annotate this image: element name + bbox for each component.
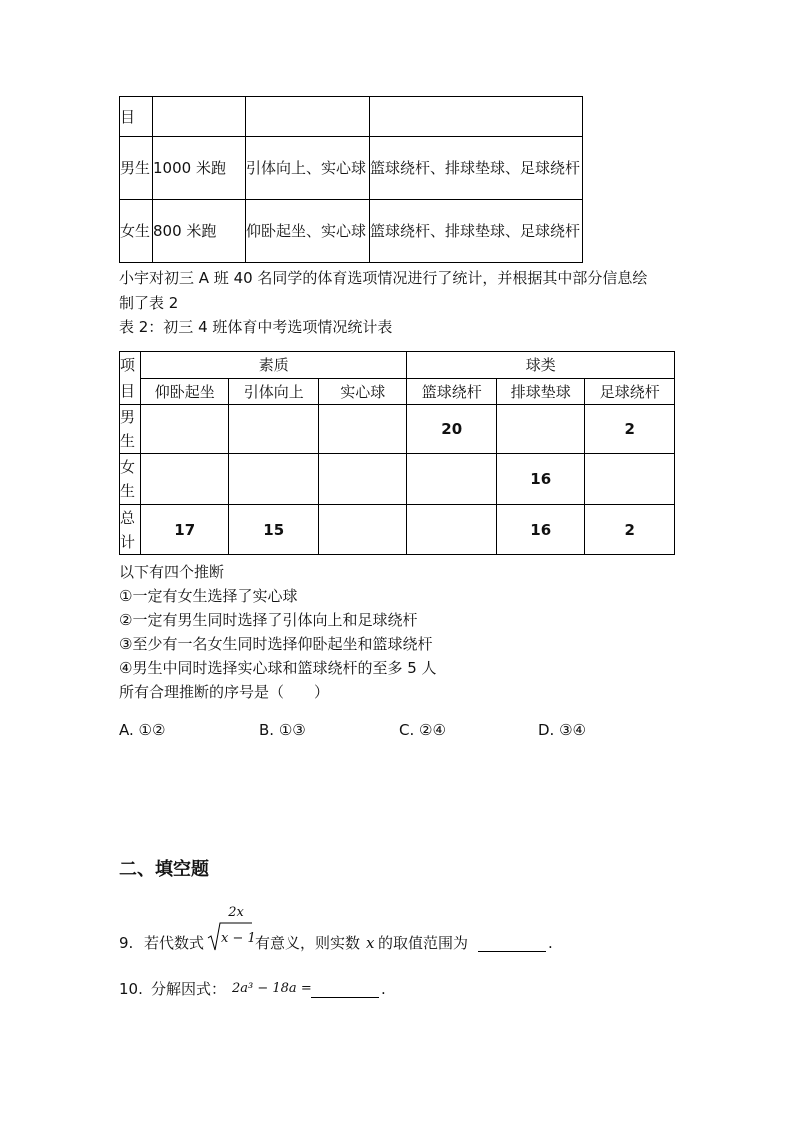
option-a: A. ①② — [119, 721, 166, 739]
t2-group-header: 素质 — [140, 352, 407, 379]
t2-cell — [407, 505, 497, 555]
table-caption: 表 2：初三 4 班体育中考选项情况统计表 — [119, 318, 393, 336]
options-table — [119, 96, 583, 263]
t1-cell: 引体向上、实心球 — [246, 137, 370, 200]
t1-cell: 篮球绕杆、排球垫球、足球绕杆 — [370, 200, 583, 263]
q10-answer-blank — [311, 983, 379, 998]
t2-cell — [585, 454, 675, 505]
q9-end: . — [548, 934, 553, 952]
t1-row-label: 目 — [120, 97, 153, 137]
q9-number: 9. — [119, 934, 134, 952]
t2-sub-header: 仰卧起坐 — [140, 378, 229, 405]
q9-variable: x — [366, 934, 375, 952]
t2-row-label: 女生 — [120, 454, 141, 505]
option-b: B. ①③ — [259, 721, 306, 739]
t2-sub-header: 篮球绕杆 — [407, 378, 497, 405]
q9-tail-b: 的取值范围为 — [378, 934, 469, 952]
t2-cell — [496, 405, 585, 454]
t2-row-label: 总计 — [120, 505, 141, 555]
t2-cell — [318, 454, 406, 505]
t2-cell: 15 — [229, 505, 319, 555]
t1-cell — [246, 97, 370, 137]
t2-cell: 2 — [585, 405, 675, 454]
q9-fraction-denominator: x − 1 — [221, 931, 256, 946]
statement-3: ③至少有一名女生同时选择仰卧起坐和篮球绕杆 — [119, 635, 433, 653]
statement-4: ④男生中同时选择实心球和篮球绕杆的至多 5 人 — [119, 659, 437, 677]
question-ask: 所有合理推断的序号是（ ） — [119, 683, 330, 701]
section-title: 二、填空题 — [119, 859, 209, 880]
intro-line-1: 小宇对初三 A 班 40 名同学的体育选项情况进行了统计，并根据其中部分信息绘 — [119, 269, 648, 287]
t2-sub-header: 引体向上 — [229, 378, 319, 405]
t2-row-label: 男生 — [120, 405, 141, 454]
t2-cell: 2 — [585, 505, 675, 555]
t2-cell — [318, 405, 406, 454]
stats-table — [119, 351, 675, 555]
option-c: C. ②④ — [399, 721, 446, 739]
t2-cell — [229, 454, 319, 505]
t2-cell: 16 — [496, 505, 585, 555]
intro-line-2: 制了表 2 — [119, 294, 179, 312]
q10-expression: 2a³ − 18a = — [232, 981, 312, 996]
q9-fraction-expression — [207, 905, 256, 953]
t1-cell: 仰卧起坐、实心球 — [246, 200, 370, 263]
t2-group-header: 球类 — [407, 352, 675, 379]
t1-row-label: 男生 — [120, 137, 153, 200]
option-d: D. ③④ — [538, 721, 586, 739]
q10-end: . — [381, 980, 386, 998]
q10-number: 10. — [119, 980, 143, 998]
t2-cell — [140, 454, 229, 505]
q9-tail-a: 有意义，则实数 — [255, 934, 361, 952]
statement-1: ①一定有女生选择了实心球 — [119, 587, 298, 605]
t2-cell — [140, 405, 229, 454]
t1-cell: 800 米跑 — [153, 200, 246, 263]
q9-text: 若代数式 — [144, 934, 205, 952]
q9-fraction-numerator: 2x — [228, 905, 244, 920]
t1-cell: 1000 米跑 — [153, 137, 246, 200]
q10-text: 分解因式： — [151, 980, 227, 998]
t2-sub-header: 足球绕杆 — [585, 378, 675, 405]
t2-sub-header: 排球垫球 — [496, 378, 585, 405]
t2-cell: 20 — [407, 405, 497, 454]
t2-cell: 17 — [140, 505, 229, 555]
t1-cell: 篮球绕杆、排球垫球、足球绕杆 — [370, 137, 583, 200]
t2-sub-header: 实心球 — [318, 378, 406, 405]
t1-cell — [153, 97, 246, 137]
question-lead: 以下有四个推断 — [119, 563, 225, 581]
t2-corner-header: 项目 — [120, 352, 141, 405]
t2-cell: 16 — [496, 454, 585, 505]
q9-answer-blank — [478, 937, 546, 952]
t1-row-label: 女生 — [120, 200, 153, 263]
t1-cell — [370, 97, 583, 137]
t2-cell — [407, 454, 497, 505]
statement-2: ②一定有男生同时选择了引体向上和足球绕杆 — [119, 611, 418, 629]
t2-cell — [229, 405, 319, 454]
t2-cell — [318, 505, 406, 555]
